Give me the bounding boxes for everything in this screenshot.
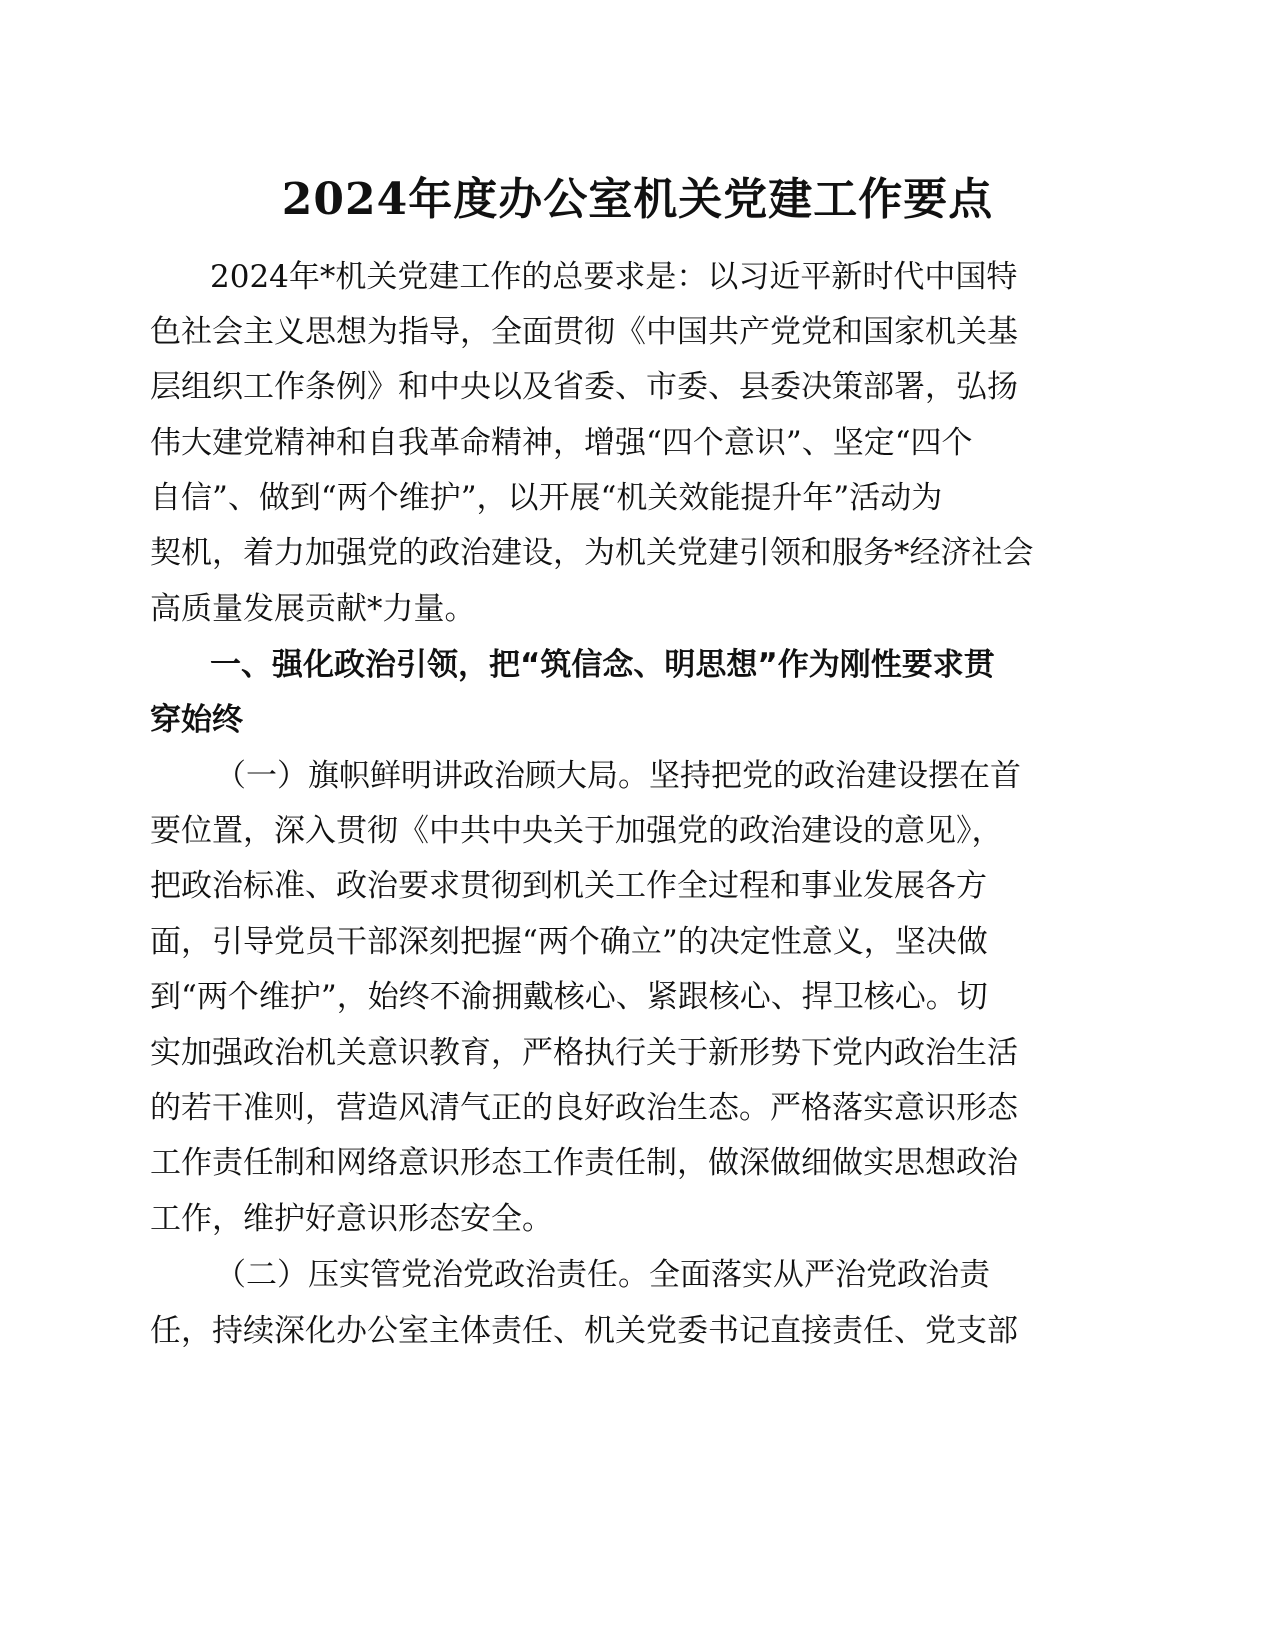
subsection-line: 工作责任制和网络意识形态工作责任制，做深做细做实思想政治 [150,1145,1018,1181]
subsection-line: 实加强政治机关意识教育，严格执行关于新形势下党内政治生活 [150,1035,1018,1071]
intro-line: 自信”、做到“两个维护”，以开展“机关效能提升年”活动为 [150,480,943,516]
intro-line: 伟大建党精神和自我革命精神，增强“四个意识”、坚定“四个 [150,425,973,461]
intro-line: 色社会主义思想为指导，全面贯彻《中国共产党党和国家机关基 [150,314,1018,350]
section-heading-line: 一、强化政治引领，把“筑信念、明思想”作为刚性要求贯 [210,647,995,683]
subsection-line: 面，引导党员干部深刻把握“两个确立”的决定性意义，坚决做 [150,924,988,960]
subsection-line: 到“两个维护”，始终不渝拥戴核心、紧跟核心、捍卫核心。切 [150,979,988,1015]
intro-line: 层组织工作条例》和中央以及省委、市委、县委决策部署，弘扬 [150,369,1018,405]
subsection-line: 的若干准则，营造风清气正的良好政治生态。严格落实意识形态 [150,1090,1018,1126]
subsection-line: 把政治标准、政治要求贯彻到机关工作全过程和事业发展各方 [150,868,987,904]
document-title: 2024年度办公室机关党建工作要点 [281,174,994,225]
subsection-line: （二）压实管党治党政治责任。全面落实从严治党政治责 [215,1257,990,1293]
intro-line: 2024年*机关党建工作的总要求是：以习近平新时代中国特 [210,259,1018,295]
section-heading-line: 穿始终 [150,702,243,738]
subsection-line: 要位置，深入贯彻《中共中央关于加强党的政治建设的意见》， [150,813,1003,849]
subsection-line: （一）旗帜鲜明讲政治顾大局。坚持把党的政治建设摆在首 [215,758,1021,794]
subsection-line: 任，持续深化办公室主体责任、机关党委书记直接责任、党支部 [150,1313,1018,1349]
subsection-line: 工作，维护好意识形态安全。 [150,1201,553,1237]
intro-line: 高质量发展贡献*力量。 [150,591,476,627]
intro-line: 契机，着力加强党的政治建设，为机关党建引领和服务*经济社会 [150,535,1034,571]
